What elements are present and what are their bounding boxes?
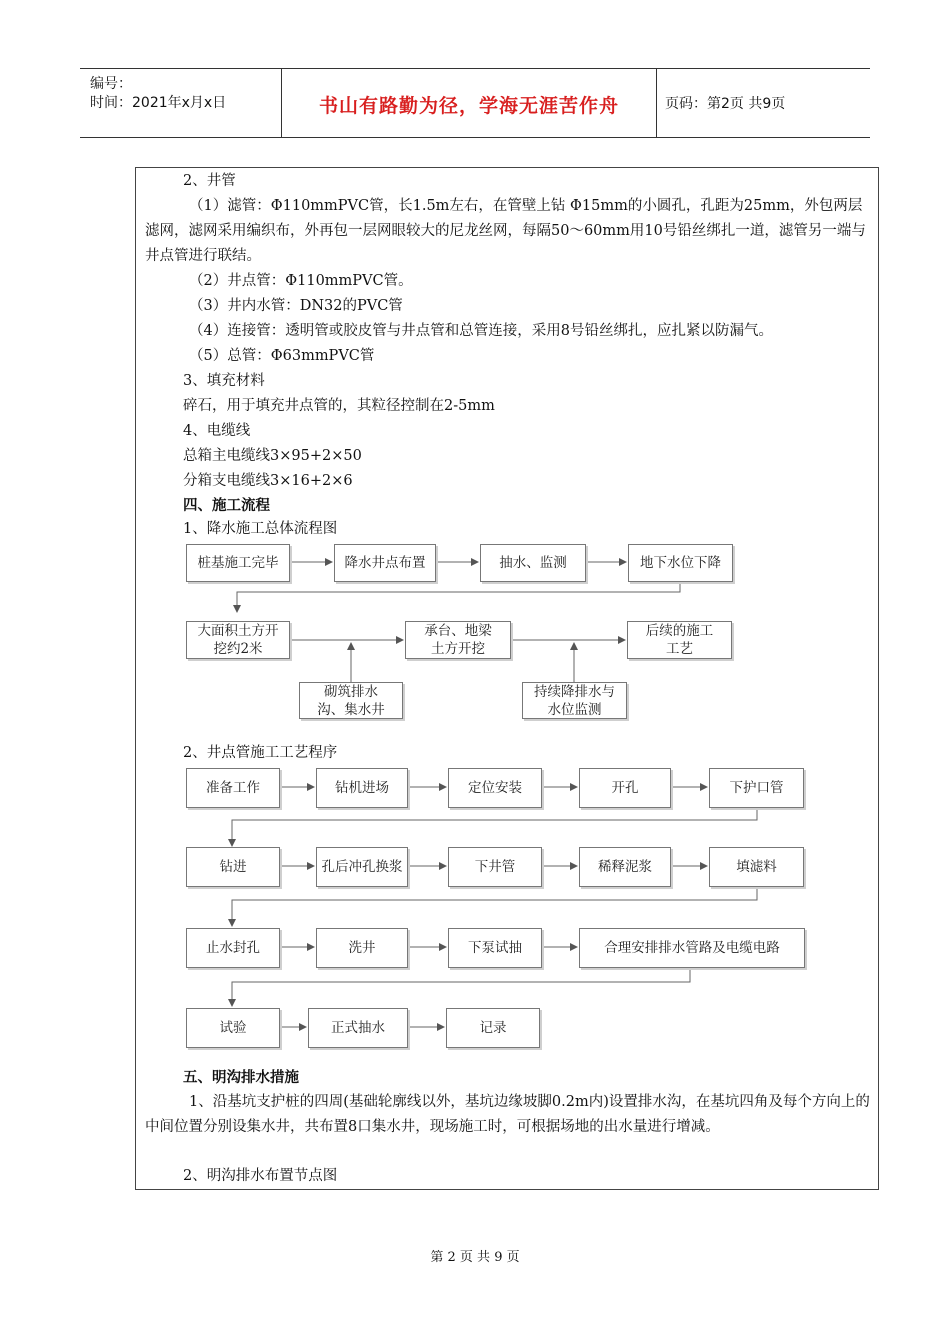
flow2-node: 填滤料 [709,847,804,887]
flow2-node: 定位安装 [448,768,542,808]
flow2-node: 下泵试抽 [448,928,542,968]
flow2-node: 稀释泥浆 [579,847,671,887]
flow2-node: 准备工作 [186,768,280,808]
flow2-node: 合理安排排水管路及电缆电路 [579,928,805,968]
flow2-node: 钻进 [186,847,280,887]
flow1-node: 地下水位下降 [628,544,733,582]
main-pipe-text: （5）总管：Φ63mmPVC管 [189,348,375,364]
section-open-ditch-title: 五、明沟排水措施 [183,1070,299,1086]
flow2-node: 正式抽水 [308,1008,408,1048]
section-well-pipe-title: 2、井管 [183,173,236,189]
flow1-node: 桩基施工完毕 [186,544,290,582]
flow1-node: 抽水、监测 [480,544,586,582]
filler-text: 碎石，用于填充井点管的，其粒径控制在2-5mm [183,398,495,414]
flow2-node: 记录 [446,1008,540,1048]
flow1-node: 砌筑排水沟、集水井 [299,682,403,719]
flow2-node: 止水封孔 [186,928,280,968]
flow2-node: 试验 [186,1008,280,1048]
flow1-node: 降水井点布置 [334,544,436,582]
flow2-title: 2、井点管施工工艺程序 [183,745,338,761]
doc-number-label: 编号： [90,76,132,92]
section-construction-flow-title: 四、施工流程 [183,498,270,514]
connector-pipe-text: （4）连接管：透明管或胶皮管与井点管和总管连接，采用8号铅丝绑扎，应扎紧以防漏气。 [189,323,773,339]
flow2-node: 孔后冲孔换浆 [316,847,408,887]
main-cable-text: 总箱主电缆线3×95+2×50 [183,448,362,464]
open-ditch-layout-title: 2、明沟排水布置节点图 [183,1168,338,1184]
flow1-node: 持续降排水与水位监测 [522,682,627,719]
doc-time-label: 时间：2021年x月x日 [90,95,227,111]
flow2-node: 开孔 [579,768,671,808]
flow2-node: 下护口管 [709,768,804,808]
flow2-node: 钻机进场 [316,768,408,808]
inner-water-pipe-text: （3）井内水管：DN32的PVC管 [189,298,403,314]
flow1-node: 大面积土方开挖约2米 [186,621,290,659]
flow2-node: 洗井 [316,928,408,968]
page-info: 页码：第2页 共9页 [665,96,786,112]
section-filler-title: 3、填充材料 [183,373,265,389]
header-motto: 书山有路勤为径，学海无涯苦作舟 [318,95,619,117]
flow1-node: 承台、地梁土方开挖 [405,621,511,659]
filter-pipe-paragraph: （1）滤管：Φ110mmPVC管，长1.5m左右，在管壁上钻 Φ15mm的小圆孔，孔距为25mm，外包两层滤网，滤网采用编织布，外再包一层网眼较大的尼龙丝网，每隔50～60mm用10号铅丝绑扎一道，滤管另一端与井点管进行联结。 [145,198,866,264]
section-cable-title: 4、电缆线 [183,423,251,439]
flow1-title: 1、降水施工总体流程图 [183,521,338,537]
page-footer: 第 2 页 共 9 页 [430,1250,520,1265]
flow2-node: 下井管 [448,847,542,887]
well-point-pipe-text: （2）井点管：Φ110mmPVC管。 [189,273,413,289]
open-ditch-paragraph: 1、沿基坑支护桩的四周(基础轮廓线以外，基坑边缘坡脚0.2m内)设置排水沟，在基坑四角及每个方向上的中间位置分别设集水井，共布置8口集水井，现场施工时，可根据场地的出水量进行增减。 [145,1094,870,1135]
branch-cable-text: 分箱支电缆线3×16+2×6 [183,473,353,489]
flow1-node: 后续的施工工艺 [627,621,732,659]
